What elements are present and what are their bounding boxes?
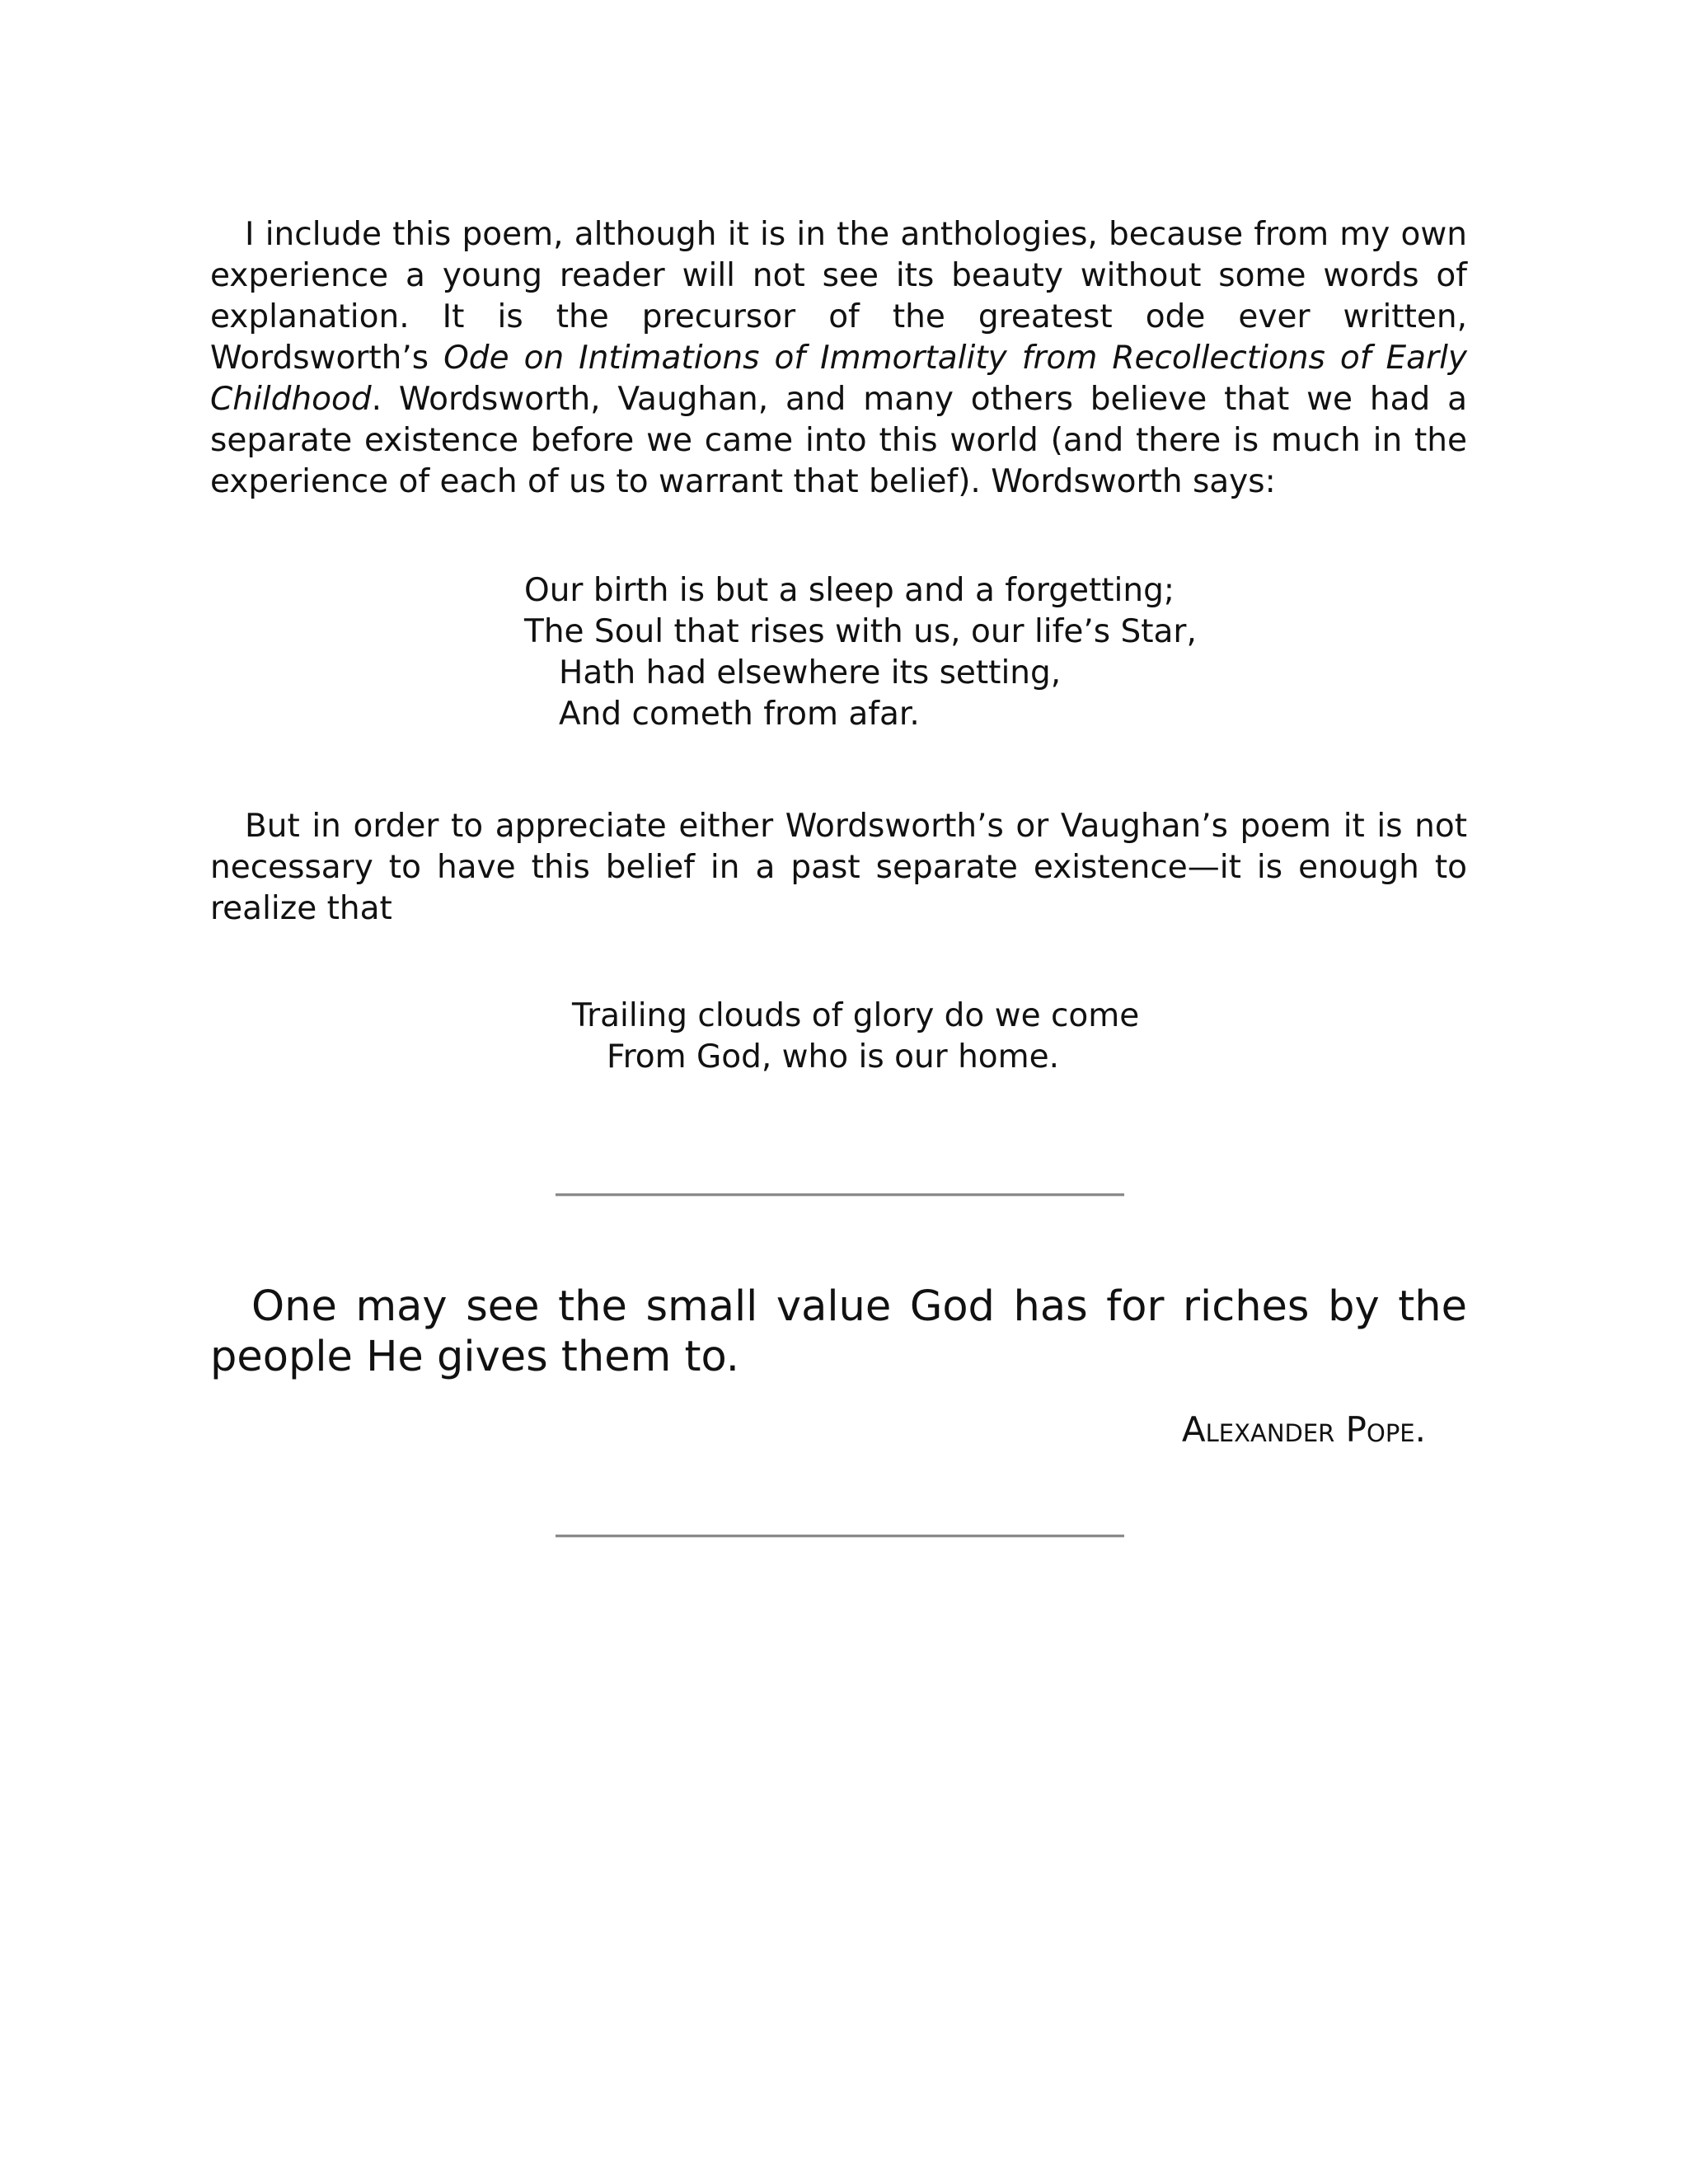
verse-line: And cometh from afar.: [559, 696, 920, 733]
section-divider: [556, 1535, 1124, 1538]
quote-attribution: Alexander Pope.: [1181, 1409, 1426, 1450]
verse-line: From God, who is our home.: [607, 1038, 1060, 1076]
paragraph-text-start: I include this poem, although it is in the anthologies, because from my own experience a young reader will not see its beauty without some words of explanation. It is the precursor of the greatest ode ever written, Wordsworth’s: [210, 216, 1467, 377]
verse-line: The Soul that rises with us, our life’s Star,: [524, 613, 1197, 650]
commentary-paragraph-continued: But in order to appreciate either Wordsworth’s or Vaughan’s poem it is not necessary to have this belief in a past separate existence—it is enough to realize that: [210, 808, 1467, 927]
commentary-paragraph: [210, 214, 1467, 503]
trailing-clouds-verse: [572, 996, 1139, 1078]
ode-title: Ode on Intimations of Immortality from Recollections of Early Childhood: [210, 340, 1467, 418]
verse-line: Hath had elsewhere its setting,: [559, 654, 1062, 691]
wordsworth-verse-excerpt: [524, 570, 1197, 735]
pope-quotation: One may see the small value God has for riches by the people He gives them to.: [210, 1282, 1467, 1381]
verse-line: Our birth is but a sleep and a forgetting;: [524, 572, 1175, 609]
paragraph-text-end: . Wordsworth, Vaughan, and many others believe that we had a separate existence before we came into this world (and there is much in the experience of each of us to warrant that belief). Wordsworth says:: [210, 381, 1467, 500]
verse-line: Trailing clouds of glory do we come: [572, 997, 1140, 1034]
section-divider: [556, 1193, 1124, 1197]
